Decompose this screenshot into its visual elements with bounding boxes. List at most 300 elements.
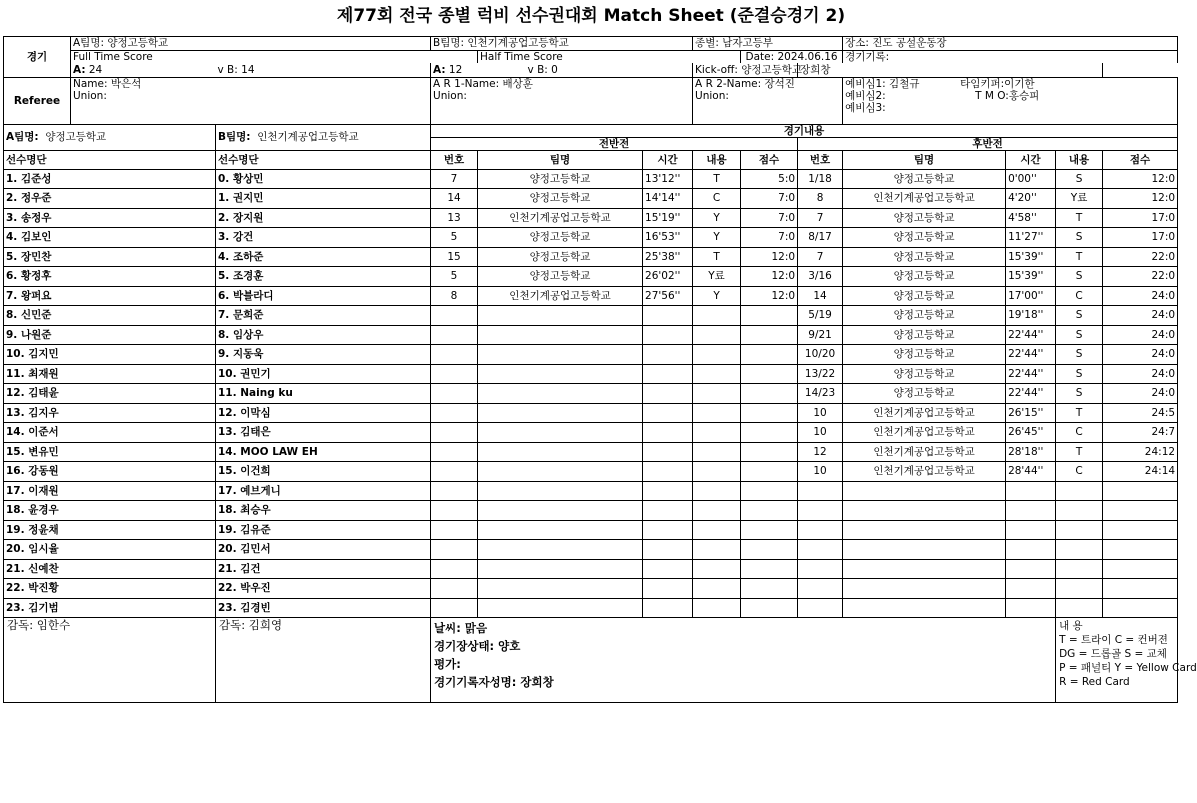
player-b: 23. 김경빈 [216,598,431,618]
recorder-label: 경기기록: [843,51,1178,64]
first-half-team [478,481,643,501]
second-half-no: 13/22 [798,364,843,384]
second-col-team: 팀명 [843,150,1006,169]
legend-line-1: T = 트라이 C = 컨버젼 [1059,634,1168,647]
second-col-time: 시간 [1006,150,1056,169]
first-half-no [431,325,478,345]
first-half-type: Y료 [693,267,741,287]
officials-cell [843,77,1178,124]
second-half-team: 양정고등학교 [843,169,1006,189]
second-half-team: 양정고등학교 [843,247,1006,267]
ft-a-score: 24 [88,63,103,76]
first-half-no [431,520,478,540]
first-half-type: Y [693,208,741,228]
first-col-team: 팀명 [478,150,643,169]
second-half-team: 양정고등학교 [843,267,1006,287]
recorder-name: 장희창 [798,63,1103,77]
first-half-type [693,345,741,365]
second-half-type: S [1056,325,1103,345]
first-half-no: 8 [431,286,478,306]
kickoff-field: Kick-off: 양정고등학교 [693,63,798,77]
first-half-team [478,598,643,618]
second-half-time: 15'39'' [1006,267,1056,287]
second-half-time: 11'27'' [1006,228,1056,248]
first-half-type [693,481,741,501]
second-half-score [1103,501,1178,521]
full-time-b [216,63,431,77]
team-b-field: B팀명: 인천기계공업고등학교 [431,37,693,51]
table-row [4,423,1178,443]
first-half-time [643,403,693,423]
second-half-score: 24:0 [1103,384,1178,404]
legend-title: 내 용 [1059,620,1083,633]
first-half-time: 16'53'' [643,228,693,248]
first-half-score [741,520,798,540]
first-half-team [478,384,643,404]
second-half-time [1006,559,1056,579]
ft-a-label: A: [73,63,86,76]
second-half-score: 24:5 [1103,403,1178,423]
referee-name: Name: 박은석 [73,77,142,90]
second-half-type: C [1056,462,1103,482]
referee-label: Referee [4,77,71,124]
second-half-time: 26'15'' [1006,403,1056,423]
second-half-header: 후반전 [798,137,1178,150]
second-half-no: 14/23 [798,384,843,404]
second-half-type: Y료 [1056,189,1103,209]
second-half-score: 22:0 [1103,247,1178,267]
second-half-team [843,540,1006,560]
roster-col-a-header: 선수명단 [4,150,216,169]
first-half-score: 7:0 [741,228,798,248]
second-half-time: 26'45'' [1006,423,1056,443]
first-half-time [643,481,693,501]
second-half-no: 9/21 [798,325,843,345]
first-col-no: 번호 [431,150,478,169]
first-half-score: 7:0 [741,189,798,209]
player-a: 11. 최재원 [4,364,216,384]
second-half-time: 22'44'' [1006,384,1056,404]
first-half-type [693,423,741,443]
first-half-type [693,598,741,618]
player-a: 10. 김지민 [4,345,216,365]
first-half-team [478,462,643,482]
second-half-no: 10 [798,423,843,443]
table-row [4,364,1178,384]
player-a: 14. 이준서 [4,423,216,443]
ar1-name: A R 1-Name: 배상훈 [433,77,533,90]
second-half-time: 28'18'' [1006,442,1056,462]
weather: 날씨: 맑음 [434,621,488,636]
second-half-no [798,481,843,501]
player-a: 4. 김보인 [4,228,216,248]
second-half-type [1056,559,1103,579]
second-half-team: 양정고등학교 [843,345,1006,365]
table-row [4,579,1178,599]
first-half-time [643,384,693,404]
second-half-type: S [1056,306,1103,326]
first-half-type [693,403,741,423]
first-half-score [741,423,798,443]
first-half-no [431,442,478,462]
ar2-union: Union: [695,89,729,102]
table-row [4,540,1178,560]
first-half-score [741,384,798,404]
first-half-score [741,501,798,521]
second-half-score [1103,579,1178,599]
second-col-type: 내용 [1056,150,1103,169]
second-half-time: 19'18'' [1006,306,1056,326]
first-half-no: 13 [431,208,478,228]
second-half-team: 양정고등학교 [843,208,1006,228]
second-half-no: 7 [798,208,843,228]
second-half-no: 8 [798,189,843,209]
second-half-time: 15'39'' [1006,247,1056,267]
first-half-time: 14'14'' [643,189,693,209]
player-a: 9. 나원준 [4,325,216,345]
timekeeper: 타임키퍼:이기한 [960,77,1035,90]
first-half-type [693,559,741,579]
second-half-type [1056,598,1103,618]
second-half-no: 5/19 [798,306,843,326]
second-half-no [798,598,843,618]
player-a: 8. 신민준 [4,306,216,326]
first-half-score [741,579,798,599]
second-half-type [1056,540,1103,560]
table-row [4,228,1178,248]
table-row [4,208,1178,228]
second-half-score [1103,520,1178,540]
first-half-time [643,364,693,384]
second-half-no: 3/16 [798,267,843,287]
half-time-a [431,63,478,77]
first-half-team: 양정고등학교 [478,267,643,287]
second-half-time: 4'20'' [1006,189,1056,209]
roster-col-b-header: 선수명단 [216,150,431,169]
player-b: 12. 이막심 [216,403,431,423]
ar1-union: Union: [433,89,467,102]
roster-a-team: 양정고등학교 [45,131,107,144]
player-b: 8. 임상우 [216,325,431,345]
reserve-1: 예비심1: 김철규 [845,77,920,90]
page-title: 제77회 전국 종별 럭비 선수권대회 Match Sheet (준결승경기 2) [336,6,846,26]
ar1-cell [431,77,693,124]
player-b: 3. 강건 [216,228,431,248]
second-half-score: 12:0 [1103,189,1178,209]
second-half-score: 17:0 [1103,228,1178,248]
player-b: 0. 황상민 [216,169,431,189]
first-half-score: 12:0 [741,247,798,267]
officials-grid [845,78,1175,114]
second-half-no: 8/17 [798,228,843,248]
first-half-type [693,501,741,521]
first-half-time: 15'19'' [643,208,693,228]
first-half-time [643,345,693,365]
second-half-no [798,520,843,540]
player-a: 13. 김지우 [4,403,216,423]
second-half-team: 양정고등학교 [843,384,1006,404]
player-b: 4. 조하준 [216,247,431,267]
first-half-team [478,325,643,345]
player-a: 7. 왕퍼요 [4,286,216,306]
first-half-time: 27'56'' [643,286,693,306]
first-half-time [643,501,693,521]
player-b: 19. 김유준 [216,520,431,540]
reserves-column [845,78,930,114]
first-half-time [643,306,693,326]
second-half-team [843,501,1006,521]
first-half-time [643,520,693,540]
player-b: 11. Naing ku [216,384,431,404]
second-half-score: 24:14 [1103,462,1178,482]
second-half-type: T [1056,403,1103,423]
table-row [4,559,1178,579]
referee-union: Union: [73,89,107,102]
legend [1056,618,1197,703]
player-a: 5. 장민찬 [4,247,216,267]
second-half-time [1006,520,1056,540]
player-b: 22. 박우진 [216,579,431,599]
first-half-score [741,364,798,384]
first-half-team [478,520,643,540]
second-half-no: 7 [798,247,843,267]
second-half-score: 24:7 [1103,423,1178,443]
first-half-no [431,384,478,404]
table-row [4,384,1178,404]
second-half-type: S [1056,384,1103,404]
player-a: 20. 임시율 [4,540,216,560]
second-half-type: S [1056,169,1103,189]
half-time-label: Half Time Score [478,51,741,64]
first-half-time: 13'12'' [643,169,693,189]
first-half-no [431,423,478,443]
player-b: 1. 권지민 [216,189,431,209]
legend-line-4: R = Red Card [1059,676,1130,689]
half-time-b [478,63,693,77]
second-half-time [1006,598,1056,618]
first-half-no: 7 [431,169,478,189]
first-half-type [693,540,741,560]
second-half-team: 양정고등학교 [843,364,1006,384]
table-row [4,169,1178,189]
events-header: 경기내용 [431,124,1178,137]
first-half-team [478,579,643,599]
second-half-type [1056,579,1103,599]
first-half-team [478,423,643,443]
first-half-no [431,345,478,365]
second-half-type: T [1056,247,1103,267]
second-half-score [1103,540,1178,560]
first-half-time [643,462,693,482]
first-half-time [643,598,693,618]
first-half-no [431,403,478,423]
second-half-team: 양정고등학교 [843,325,1006,345]
second-half-no [798,540,843,560]
ar2-name: A R 2-Name: 장석진 [695,77,795,90]
player-b: 13. 김태은 [216,423,431,443]
first-half-type [693,364,741,384]
first-half-no [431,598,478,618]
second-half-no: 10/20 [798,345,843,365]
first-half-team [478,501,643,521]
ht-a-label: A: [433,63,446,76]
first-half-time [643,423,693,443]
second-col-no: 번호 [798,150,843,169]
match-label: 경기 [4,37,71,78]
tmo: T M O:홍승피 [975,89,1040,102]
first-half-team [478,540,643,560]
second-half-type [1056,501,1103,521]
second-half-score: 24:0 [1103,364,1178,384]
roster-team-a [4,124,216,150]
table-row [4,189,1178,209]
second-half-no [798,579,843,599]
division-field: 종별: 남자고등부 [693,37,843,51]
column-header-row [4,150,1178,169]
ar2-cell [693,77,843,124]
second-half-no: 1/18 [798,169,843,189]
first-half-type: Y [693,228,741,248]
player-a: 22. 박진황 [4,579,216,599]
first-half-no [431,579,478,599]
second-half-team: 양정고등학교 [843,306,1006,326]
first-half-type [693,325,741,345]
legend-line-2: DG = 드롭골 S = 교체 [1059,648,1167,661]
ht-a-score: 12 [448,63,463,76]
first-half-type [693,384,741,404]
match-info-row-3 [4,63,1178,77]
first-half-team [478,559,643,579]
first-col-time: 시간 [643,150,693,169]
referee-row [4,77,1178,124]
match-info-row-1 [4,37,1178,51]
second-half-team: 인천기계공업고등학교 [843,462,1006,482]
first-half-team [478,306,643,326]
second-half-score [1103,559,1178,579]
player-a: 1. 김준성 [4,169,216,189]
second-half-time: 22'44'' [1006,364,1056,384]
legend-line-3: P = 패널티 Y = Yellow Card [1059,662,1197,675]
second-half-no: 14 [798,286,843,306]
first-half-type [693,462,741,482]
first-half-score [741,462,798,482]
second-half-type: C [1056,286,1103,306]
first-half-type [693,442,741,462]
second-half-score: 12:0 [1103,169,1178,189]
roster-b-team: 인천기계공업고등학교 [257,131,359,144]
record-keeper: 경기기록자성명: 장희창 [434,675,554,690]
table-row [4,403,1178,423]
first-col-score: 점수 [741,150,798,169]
first-half-no [431,462,478,482]
player-a: 18. 윤경우 [4,501,216,521]
first-half-no [431,364,478,384]
first-half-score [741,598,798,618]
second-half-team [843,520,1006,540]
second-half-time: 4'58'' [1006,208,1056,228]
player-b: 7. 문희준 [216,306,431,326]
first-half-type: C [693,189,741,209]
first-half-time: 25'38'' [643,247,693,267]
second-half-time: 22'44'' [1006,345,1056,365]
first-half-no: 15 [431,247,478,267]
ht-b-score: 0 [551,63,558,76]
second-half-no [798,559,843,579]
second-half-type: S [1056,228,1103,248]
first-half-type [693,579,741,599]
second-half-type: S [1056,364,1103,384]
table-row [4,501,1178,521]
player-b: 20. 김민서 [216,540,431,560]
first-half-team: 양정고등학교 [478,247,643,267]
first-half-score: 12:0 [741,286,798,306]
first-half-no: 5 [431,267,478,287]
table-row [4,345,1178,365]
player-b: 9. 지동욱 [216,345,431,365]
first-half-no [431,481,478,501]
second-half-team: 양정고등학교 [843,286,1006,306]
first-half-no [431,306,478,326]
second-half-time: 22'44'' [1006,325,1056,345]
second-col-score: 점수 [1103,150,1178,169]
second-half-team: 인천기계공업고등학교 [843,442,1006,462]
second-half-time [1006,481,1056,501]
first-half-type [693,520,741,540]
second-half-no [798,501,843,521]
second-half-score: 24:0 [1103,325,1178,345]
first-half-no: 5 [431,228,478,248]
second-half-time: 17'00'' [1006,286,1056,306]
first-half-no: 14 [431,189,478,209]
second-half-score: 24:12 [1103,442,1178,462]
table-row [4,462,1178,482]
first-half-time [643,540,693,560]
reserve-3: 예비심3: [845,101,886,114]
first-half-team [478,364,643,384]
first-half-score [741,442,798,462]
teams-header-row [4,124,1178,137]
first-half-type [693,306,741,326]
first-half-team: 양정고등학교 [478,169,643,189]
second-half-time: 28'44'' [1006,462,1056,482]
first-half-team [478,403,643,423]
player-a: 17. 이재원 [4,481,216,501]
table-row [4,481,1178,501]
first-half-type: T [693,169,741,189]
roster-b-label: B팀명: [218,131,251,144]
second-half-type: S [1056,267,1103,287]
second-half-type: C [1056,423,1103,443]
player-a: 23. 김기범 [4,598,216,618]
second-half-time [1006,579,1056,599]
player-b: 18. 최승우 [216,501,431,521]
second-half-no: 12 [798,442,843,462]
ht-vb-label: v B: [527,63,548,76]
second-half-time: 0'00'' [1006,169,1056,189]
second-half-time [1006,501,1056,521]
second-half-time [1006,540,1056,560]
player-a: 21. 신예찬 [4,559,216,579]
first-half-time [643,579,693,599]
second-half-score: 24:0 [1103,286,1178,306]
player-a: 19. 정윤채 [4,520,216,540]
second-half-type: T [1056,442,1103,462]
first-half-team: 인천기계공업고등학교 [478,208,643,228]
second-half-type [1056,520,1103,540]
first-half-score [741,403,798,423]
first-col-type: 내용 [693,150,741,169]
player-b: 14. MOO LAW EH [216,442,431,462]
